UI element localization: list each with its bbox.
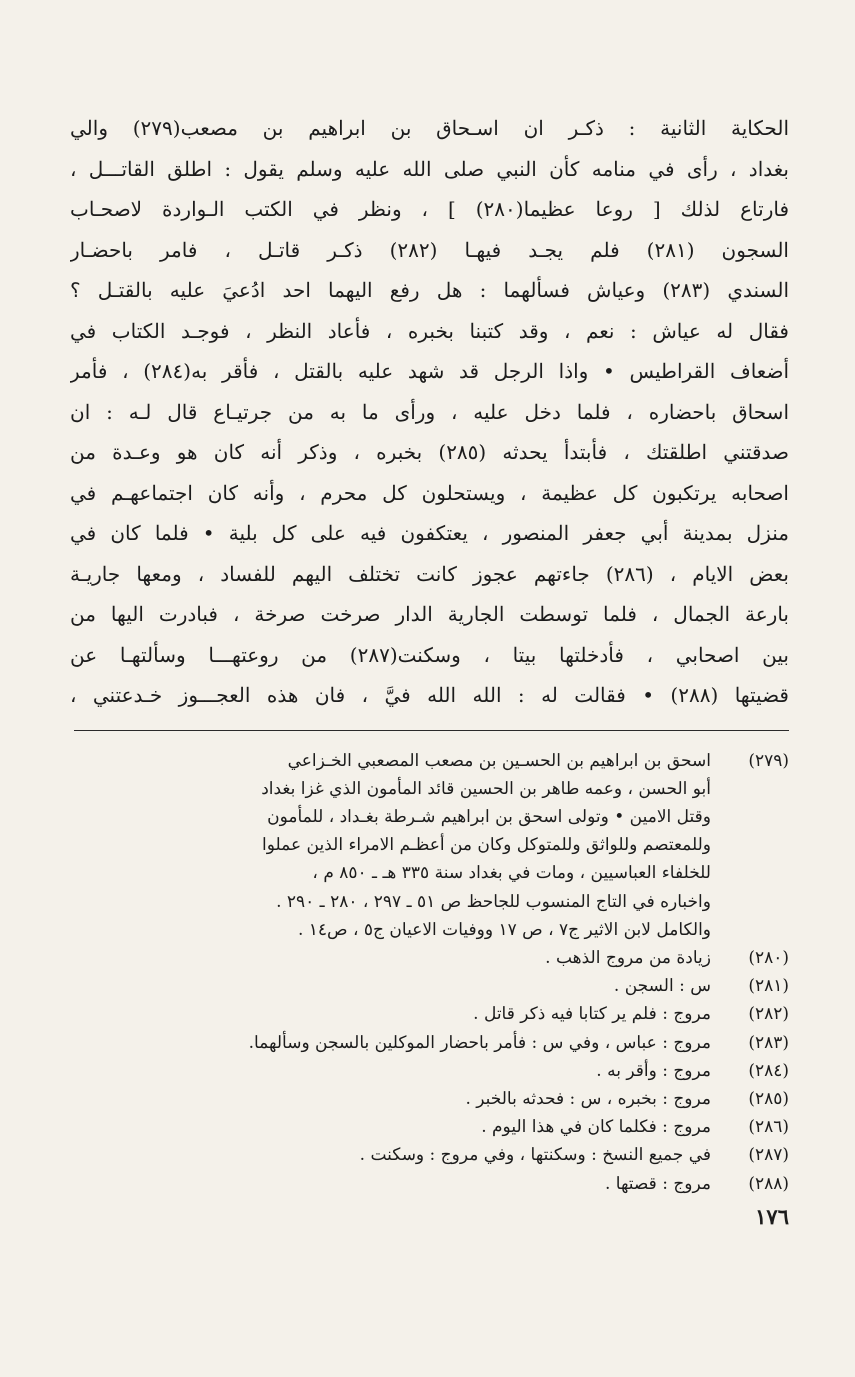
footnote-text: [70, 1113, 725, 1141]
footnote-text: [70, 972, 725, 1000]
footnote-number: (٢٨٤): [748, 1060, 789, 1081]
page-number: ١٧٦: [755, 1204, 789, 1229]
text-line: أضعاف القراطيس • واذا الرجل قد شهد عليه بالقتل ، فأقر به(٢٨٤) ، فأمر: [70, 359, 789, 383]
footnote-line: مروج : عباس ، وفي س : فأمر باحضار الموكلين بالسجن وسألهما.: [248, 1032, 711, 1053]
footnote-text: [70, 1141, 725, 1169]
footnote-line: مروج : فلم ير كتابا فيه ذكر قاتل .: [473, 1004, 711, 1025]
footnote-line: وقتل الامين • وتولى اسحق بن ابراهيم شـرطة بغـداد ، للمأمون: [267, 806, 711, 827]
footnote-text: [70, 1170, 725, 1198]
footnote-text: [70, 747, 725, 944]
footnote-line: وللمعتصم وللواثق وللمتوكل وكان من أعظـم الامراء الذين عملوا: [262, 835, 711, 856]
text-line: بين اصحابي ، فأدخلتها بيتا ، وسكنت(٢٨٧) من روعتهـــا وسألتهـا عن: [70, 642, 789, 667]
footnote-text: [70, 1057, 725, 1085]
footnote-line: واخباره في التاج المنسوب للجاحظ ص ٥١ ـ ٢٩٧ ، ٢٨٠ ـ ٢٩٠ .: [276, 891, 711, 912]
footnote-text: [70, 1029, 725, 1057]
text-line: اسحاق باحضاره ، فلما دخل عليه ، ورأى ما به من جرتيـاع قال لـه : ان: [70, 399, 789, 424]
footnote: [70, 1057, 789, 1085]
footnote-line: مروج : فكلما كان في هذا اليوم .: [481, 1117, 711, 1138]
text-line: منزل بمدينة أبي جعفر المنصور ، يعتكفون فيه على كل بلية • فلما كان في: [70, 521, 789, 545]
footnote-number: (٢٨٧): [748, 1145, 789, 1166]
footnote-number: (٢٨٢): [748, 1004, 789, 1025]
footnote: [70, 1029, 789, 1057]
footnote-text: [70, 1085, 725, 1113]
footnote-number: (٢٧٩): [748, 750, 789, 771]
footnote-number: (٢٨٨): [748, 1173, 789, 1194]
footnote: [70, 1113, 789, 1141]
footnote-number: (٢٨٦): [748, 1117, 789, 1138]
footnote-number: (٢٨١): [748, 976, 789, 997]
footnote: [70, 944, 789, 972]
text-line: بارعة الجمال ، فلما توسطت الجارية الدار صرخت صرخة ، فبادرت اليها من: [70, 602, 789, 626]
footnote: [70, 747, 789, 944]
footnote: [70, 1085, 789, 1113]
text-line: قضيتها (٢٨٨) • فقالت له : الله الله فيَّ ، فان هذه العجـــوز خـدعتني ،: [70, 683, 789, 707]
footnotes: [70, 747, 789, 1198]
footnote-text: [70, 944, 725, 972]
footnote-line: زيادة من مروج الذهب .: [545, 947, 711, 968]
footnote-line: والكامل لابن الاثير ج٧ ، ص ١٧ ووفيات الاعيان ج٥ ، ص١٤ .: [297, 919, 711, 940]
text-line: السجون (٢٨١) فلم يجـد فيهـا (٢٨٢) ذكـر قاتـل ، فامر باحضـار: [70, 237, 789, 262]
footnote-separator: [74, 730, 789, 731]
footnote-line: مروج : وأقر به .: [596, 1060, 711, 1081]
footnote-line: مروج : قصتها .: [604, 1173, 711, 1194]
text-line: السندي (٢٨٣) وعياش فسألهما : هل رفع اليهما احد ادُعيَ عليه بالقتـل ؟: [70, 278, 789, 302]
footnote-line: للخلفاء العباسيين ، ومات في بغداد سنة ٣٣٥ هـ ـ ٨٥٠ م ،: [312, 863, 711, 884]
footnote-line: اسحق بن ابراهيم بن الحسـين بن مصعب المصعبي الخـزاعي: [287, 750, 711, 771]
footnote-line: في جميع النسخ : وسكنتها ، وفي مروج : وسكنت .: [359, 1145, 711, 1166]
text-line: صدقتني اطلقتك ، فأبتدأ يحدثه (٢٨٥) بخبره ، وذكر أنه كان هو وعـدة من: [70, 440, 789, 464]
footnote: [70, 1141, 789, 1169]
text-line: بعض الايام ، (٢٨٦) جاءتهم عجوز كانت تختلف اليهم للفساد ، ومعها جاريـة: [70, 561, 789, 586]
footnote: [70, 1170, 789, 1198]
text-line: بغداد ، رأى في منامه كأن النبي صلى الله عليه وسلم يقول : اطلق القاتـــل ،: [70, 156, 789, 181]
footnote-number: (٢٨٣): [748, 1032, 789, 1053]
footnote-line: أبو الحسن ، وعمه طاهر بن الحسين قائد المأمون الذي غزا بغداد: [261, 778, 711, 799]
footnote-text: [70, 1000, 725, 1028]
footnote-number: (٢٨٠): [748, 947, 789, 968]
text-line: الحكاية الثانية : ذكـر ان اسـحاق بن ابراهيم بن مصعب(٢٧٩) والي: [70, 116, 789, 140]
footnote-line: مروج : بخبره ، س : فحدثه بالخبر .: [465, 1088, 711, 1109]
footnote: [70, 972, 789, 1000]
text-line: فارتاع لذلك [ روعا عظيما(٢٨٠) ] ، ونظر في الكتب الـواردة لاصحـاب: [70, 197, 789, 221]
text-line: فقال له عياش : نعم ، وقد كتبنا بخبره ، فأعاد النظر ، فوجـد الكتاب في: [70, 318, 789, 343]
footnote-number: (٢٨٥): [748, 1088, 789, 1109]
footnote-line: س : السجن .: [613, 976, 711, 997]
main-text: [70, 108, 789, 716]
text-line: اصحابه يرتكبون كل عظيمة ، ويستحلون كل محرم ، وأنه كان اجتماعهـم في: [70, 480, 789, 505]
footnote: [70, 1000, 789, 1028]
